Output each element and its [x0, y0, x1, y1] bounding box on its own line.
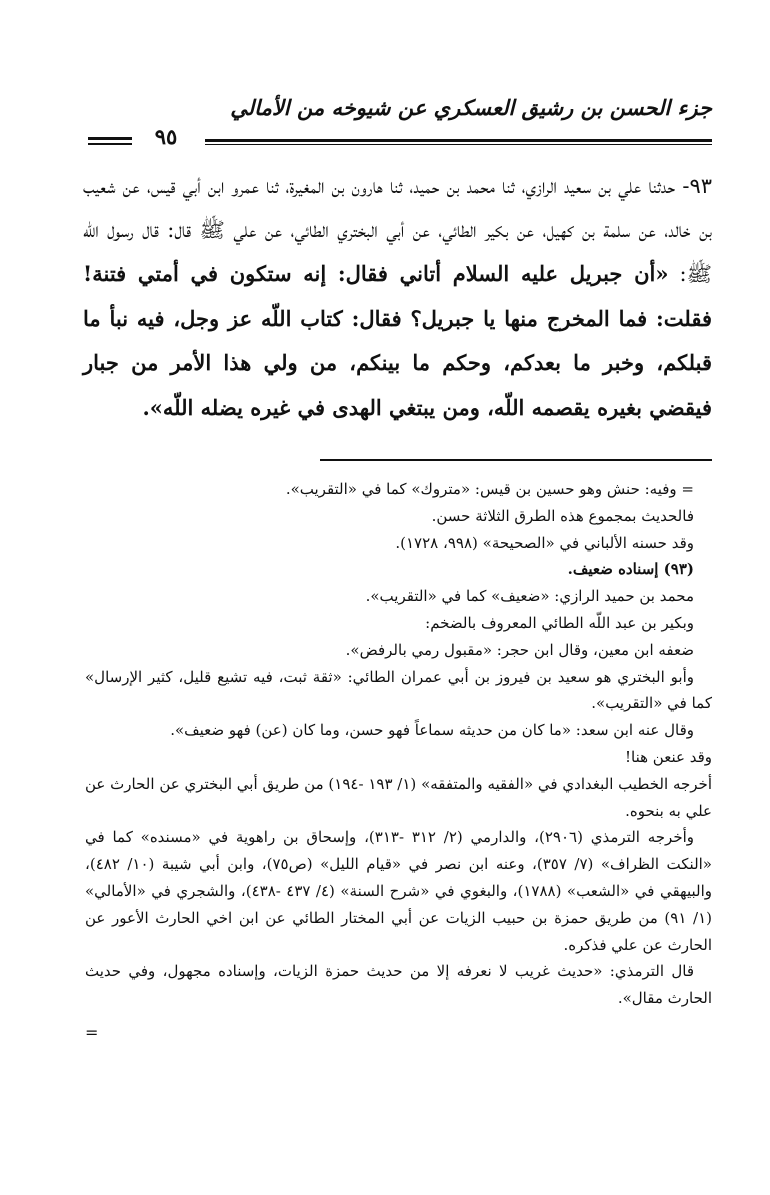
- footnote-line: محمد بن حميد الرازي: «ضعيف» كما في «التقريب».: [365, 587, 694, 606]
- footnote-line: = وفيه: حنش وهو حسين بن قيس: «متروك» كما في «التقريب».: [285, 480, 694, 498]
- footnotes: [85, 476, 712, 1012]
- header-rule-thin: [205, 144, 712, 145]
- footnote-separator: [320, 459, 712, 461]
- hadith-isnad: حدثنا علي بن سعيد الرازي، ثنا محمد بن حميد، ثنا هارون بن المغيرة، ثنا عمرو ابن أبي قيس، عن شعيب بن خالد، عن سلمة بن كهيل، عن بكير الطائي، عن أبي البختري الطائي، عن علي ﷺ قال: قال رسول اللّه ﷺ:: [83, 174, 712, 286]
- footnote-paragraph: وأبو البختري هو سعيد بن فيروز بن أبي عمران الطائي: «ثقة ثبت، فيه تشيع قليل، كثير الإرسال» كما في «التقريب».: [85, 667, 712, 713]
- hadith-matn: «أن جبريل عليه السلام أتاني فقال: إنه ستكون في أمتي فتنة! فقلت: فما المخرج منها يا جبريل؟ فقال: كتاب اللّه عز وجل، فيه نبأ ما قبلكم، وخبر ما بعدكم، وحكم ما بينكم، من ولي هذا الأمر من جبار فيقضي بغيره يقصمه اللّه، ومن يبتغي الهدى في غيره يضله اللّه».: [83, 261, 712, 420]
- running-header-title: جزء الحسن بن رشيق العسكري عن شيوخه من الأمالي: [230, 95, 712, 120]
- hadith-text: [83, 165, 712, 430]
- footnote-paragraph: أخرجه الخطيب البغدادي في «الفقيه والمتفقه» (١/ ١٩٣ -١٩٤) من طريق أبي البختري عن الحارث عن علي به بنحوه.: [85, 774, 712, 820]
- page-number-rule: [88, 137, 132, 140]
- continuation-mark: =: [85, 1023, 99, 1042]
- footnote-line: وقد حسنه الألباني في «الصحيحة» (٩٩٨، ١٧٢٨).: [395, 533, 694, 552]
- footnote-heading: (٩٣) إسناده ضعيف.: [567, 560, 694, 579]
- page-number: ٩٥: [154, 124, 178, 149]
- footnote-line: فالحديث بمجموع هذه الطرق الثلاثة حسن.: [431, 506, 694, 525]
- hadith-number: ٩٣-: [675, 174, 712, 198]
- footnote-line: ضعفه ابن معين، وقال ابن حجر: «مقبول رمي بالرفض».: [345, 640, 694, 659]
- footnote-paragraph: قال الترمذي: «حديث غريب لا نعرفه إلا من حديث حمزة الزيات، وإسناده مجهول، وفي حديث الحارث مقال».: [85, 962, 712, 1008]
- page-number-rule-thin: [88, 143, 132, 145]
- footnote-line: وقد عنعن هنا!: [625, 747, 712, 766]
- footnote-line: وبكير بن عبد اللّه الطائي المعروف بالضخم:: [425, 613, 694, 632]
- footnote-line: وقال عنه ابن سعد: «ما كان من حديثه سماعاً فهو حسن، وما كان (عن) فهو ضعيف».: [170, 721, 694, 740]
- header-rule: [205, 139, 712, 142]
- footnote-paragraph: وأخرجه الترمذي (٢٩٠٦)، والدارمي (٢/ ٣١٢ -٣١٣)، وإسحاق بن راهوية في «مسنده» كما في «النكت الظراف» (٧/ ٣٥٧)، وعنه ابن نصر في «قيام الليل» (ص٧٥)، وابن أبي شيبة (١٠/ ٤٨٢)، والبيهقي في «الشعب» (١٧٨٨)، والبغوي في «شرح السنة» (٤/ ٤٣٧ -٤٣٨)، والشجري في «الأمالي» (١/ ٩١) من طريق حمزة بن حبيب الزيات عن أبي المختار الطائي عن ابن اخي الحارث الأعور عن الحارث عن علي فذكره.: [85, 828, 712, 954]
